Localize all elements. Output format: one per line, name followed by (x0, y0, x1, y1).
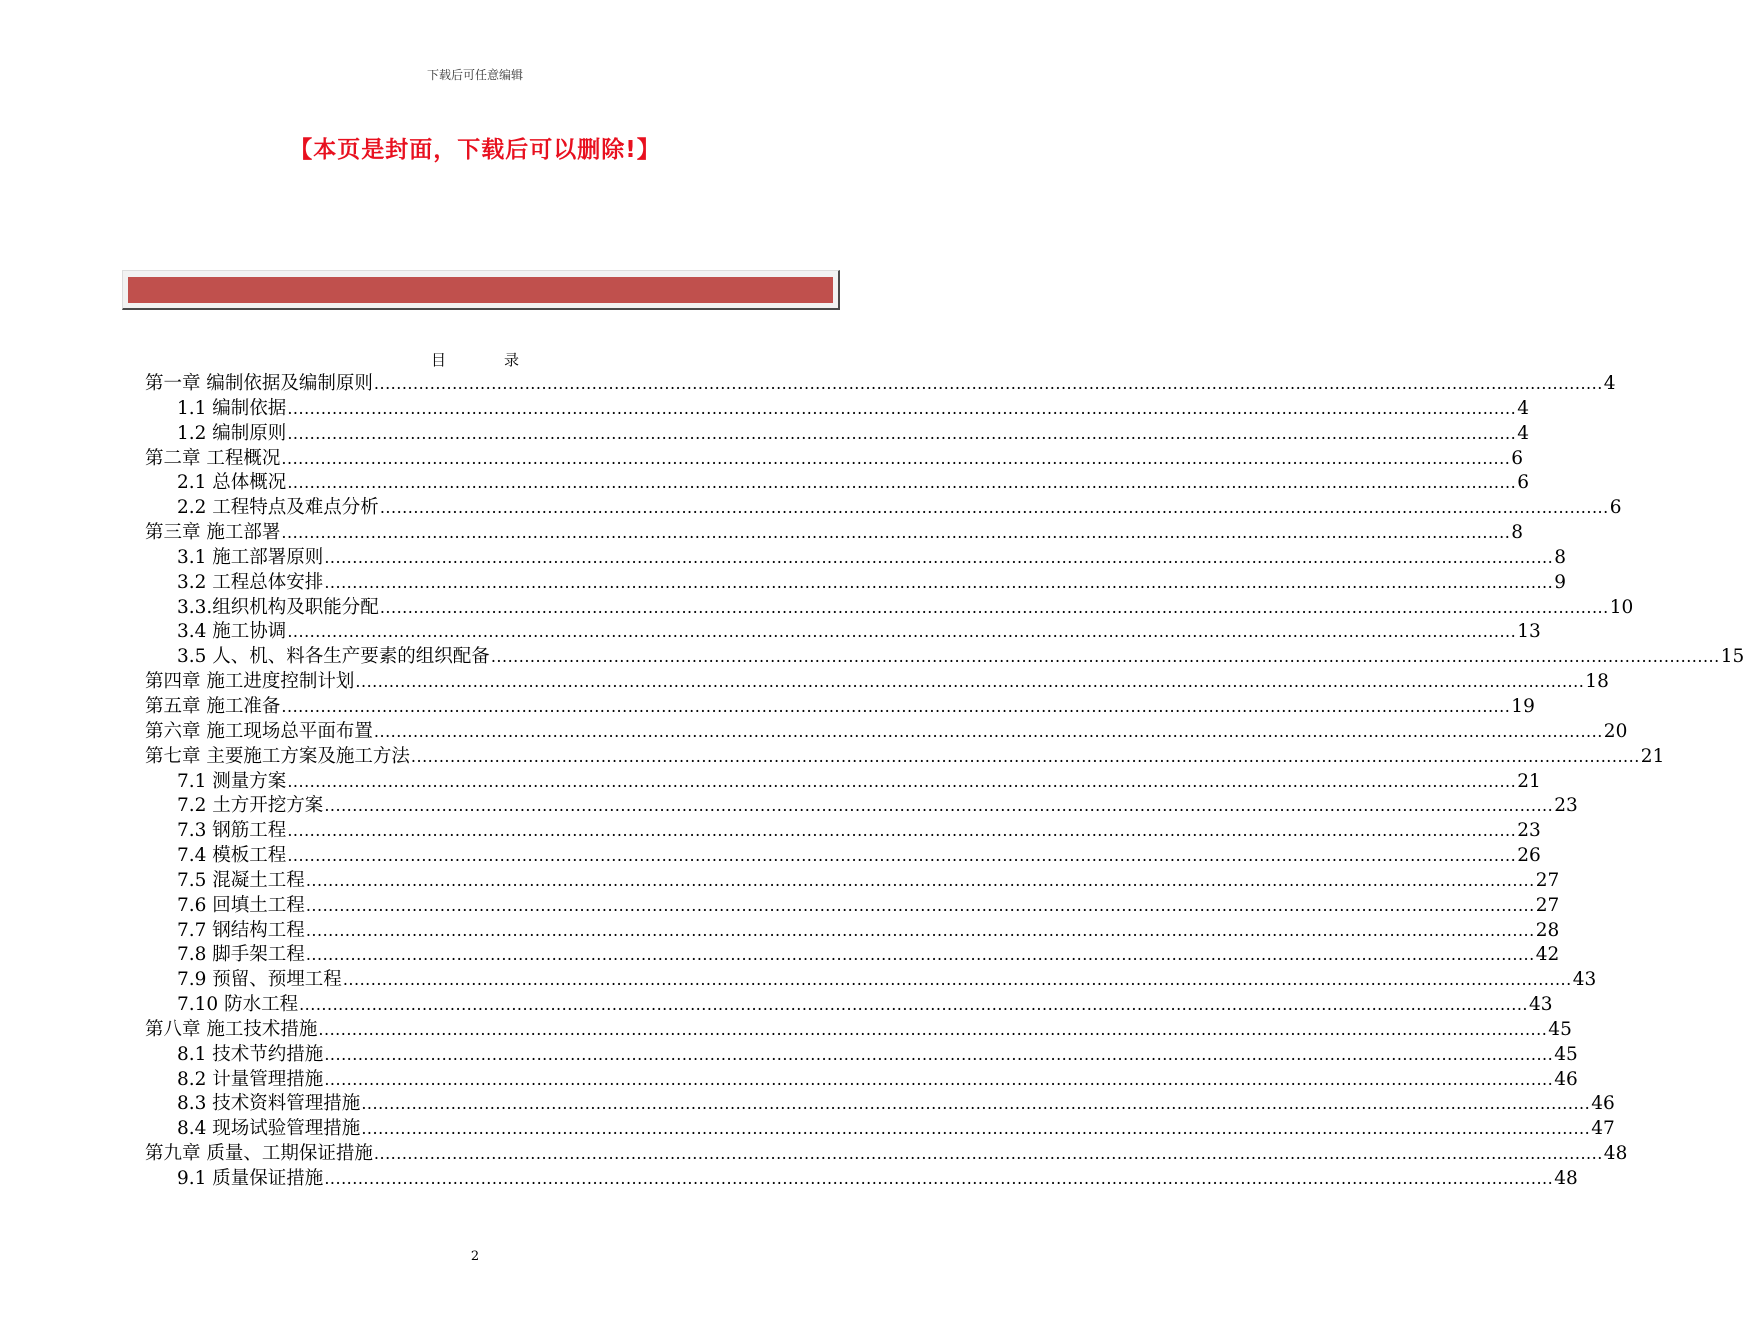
toc-dot-leader: ............................................................................................................................................................................................................................ (305, 870, 1535, 890)
toc-entry[interactable] (145, 372, 1616, 397)
toc-entry-title: 3.3.组织机构及职能分配 (177, 596, 379, 618)
toc-entry-title: 3.4 施工协调 (177, 621, 287, 643)
toc-entry-page: 4 (1603, 373, 1616, 394)
title-band (128, 277, 833, 303)
toc-entry-title: 7.3 钢筋工程 (177, 820, 287, 842)
page-number: 2 (470, 1249, 480, 1264)
toc-dot-leader: ............................................................................................................................................................................................................................ (361, 1119, 1591, 1139)
toc-entry-page: 6 (1609, 497, 1622, 519)
toc-entry-title: 2.1 总体概况 (177, 472, 287, 494)
toc-entry-page: 18 (1585, 671, 1609, 693)
toc-dot-leader: ............................................................................................................................................................................................................................ (299, 995, 1528, 1015)
toc-dot-leader: ............................................................................................................................................................................................................................ (305, 895, 1535, 915)
toc-entry[interactable] (145, 670, 1609, 695)
toc-entry-page: 8 (1511, 522, 1524, 544)
toc-entry[interactable] (145, 844, 1541, 869)
toc-entry-title: 第七章 主要施工方案及施工方法 (145, 745, 410, 767)
toc-entry[interactable] (145, 770, 1541, 795)
toc-entry-page: 19 (1511, 695, 1535, 717)
toc-dot-leader: ............................................................................................................................................................................................................................ (373, 721, 1603, 741)
toc-dot-leader: ............................................................................................................................................................................................................................ (281, 448, 1511, 468)
toc-entry-title: 第三章 施工部署 (145, 522, 281, 544)
toc-entry-page: 6 (1517, 472, 1529, 494)
toc-entry-title: 3.5 人、机、料各生产要素的组织配备 (177, 646, 490, 668)
toc-entry[interactable] (145, 894, 1560, 919)
toc-entry[interactable] (145, 397, 1529, 422)
toc-dot-leader: ............................................................................................................................................................................................................................ (281, 523, 1511, 543)
header-note: 下载后可任意编辑 (426, 68, 523, 82)
toc-entry[interactable] (145, 496, 1622, 521)
toc-entry[interactable] (145, 447, 1524, 472)
toc-entry-title: 1.2 编制原则 (177, 422, 287, 444)
toc-entry[interactable] (145, 571, 1566, 596)
toc-entry-title: 第六章 施工现场总平面布置 (145, 720, 373, 742)
toc-entry-title: 7.10 防水工程 (177, 994, 299, 1016)
toc-entry[interactable] (145, 943, 1560, 968)
toc-dot-leader: ............................................................................................................................................................................................................................ (355, 672, 1585, 692)
toc-dot-leader: ............................................................................................................................................................................................................................ (324, 1169, 1554, 1188)
toc-entry-title: 第一章 编制依据及编制原则 (145, 373, 373, 394)
toc-dot-leader: ............................................................................................................................................................................................................................ (361, 1094, 1591, 1114)
toc-entry-title: 7.5 混凝土工程 (177, 869, 305, 891)
toc-entry[interactable] (145, 1068, 1578, 1093)
toc-dot-leader: ............................................................................................................................................................................................................................ (287, 846, 1517, 866)
toc-dot-leader: ............................................................................................................................................................................................................................ (287, 821, 1517, 841)
toc-entry-page: 23 (1517, 820, 1541, 842)
toc-entry[interactable] (145, 471, 1529, 496)
toc-entry-title: 3.2 工程总体安排 (177, 571, 324, 593)
toc-dot-leader: ............................................................................................................................................................................................................................ (373, 1144, 1603, 1164)
toc-dot-leader: ............................................................................................................................................................................................................................ (305, 945, 1535, 965)
toc-dot-leader: ............................................................................................................................................................................................................................ (324, 572, 1554, 592)
toc-entry[interactable] (145, 695, 1535, 720)
toc-dot-leader: ............................................................................................................................................................................................................................ (318, 1019, 1548, 1039)
toc-entry[interactable] (145, 919, 1560, 944)
toc-entry-page: 46 (1591, 1093, 1615, 1115)
toc-entry-title: 第四章 施工进度控制计划 (145, 671, 355, 693)
toc-entry[interactable] (145, 620, 1541, 645)
toc-entry[interactable] (145, 1142, 1628, 1167)
toc-entry-page: 48 (1603, 1143, 1628, 1165)
toc-entry[interactable] (145, 521, 1524, 546)
toc-entry[interactable] (145, 1092, 1615, 1117)
toc-dot-leader: ............................................................................................................................................................................................................................ (287, 771, 1517, 791)
toc-entry[interactable] (145, 1018, 1572, 1043)
toc-dot-leader: ............................................................................................................................................................................................................................ (281, 696, 1511, 716)
toc-dot-leader: ............................................................................................................................................................................................................................ (342, 970, 1572, 990)
toc-entry-page: 21 (1517, 770, 1541, 792)
toc-heading-left: 目 (430, 351, 446, 369)
toc-entry-page: 45 (1554, 1043, 1578, 1065)
toc-entry-title: 8.2 计量管理措施 (177, 1068, 324, 1090)
toc-entry-page: 4 (1517, 422, 1529, 444)
toc-dot-leader: ............................................................................................................................................................................................................................ (379, 498, 1609, 518)
toc-entry-page: 4 (1517, 397, 1529, 419)
toc-entry-page: 42 (1535, 944, 1560, 966)
toc-entry-title: 7.9 预留、预埋工程 (177, 969, 342, 991)
toc-entry-title: 第五章 施工准备 (145, 695, 281, 717)
toc-entry-page: 28 (1535, 919, 1560, 941)
toc-dot-leader: ............................................................................................................................................................................................................................ (287, 622, 1517, 642)
toc-dot-leader: ............................................................................................................................................................................................................................ (287, 423, 1517, 443)
toc-entry-page: 47 (1591, 1118, 1615, 1140)
toc-entry-title: 第九章 质量、工期保证措施 (145, 1143, 373, 1165)
toc-entry-title: 8.1 技术节约措施 (177, 1043, 324, 1065)
table-of-contents (145, 372, 1744, 1192)
toc-entry-title: 8.4 现场试验管理措施 (177, 1118, 361, 1140)
toc-entry-page: 27 (1535, 869, 1560, 891)
toc-entry[interactable] (145, 968, 1597, 993)
toc-entry-title: 7.2 土方开挖方案 (177, 795, 324, 817)
toc-entry[interactable] (145, 546, 1566, 571)
toc-entry[interactable] (145, 745, 1665, 770)
toc-entry-title: 2.2 工程特点及难点分析 (177, 497, 379, 519)
toc-entry-title: 8.3 技术资料管理措施 (177, 1093, 361, 1115)
toc-entry[interactable] (145, 422, 1529, 447)
toc-entry-title: 7.7 钢结构工程 (177, 919, 305, 941)
toc-entry-page: 45 (1548, 1018, 1572, 1040)
toc-entry[interactable] (145, 794, 1578, 819)
toc-entry-title: 3.1 施工部署原则 (177, 546, 324, 568)
toc-entry[interactable] (145, 596, 1634, 621)
toc-heading (0, 349, 950, 370)
toc-entry-page: 6 (1511, 447, 1524, 469)
toc-entry[interactable] (145, 1117, 1615, 1142)
toc-entry[interactable] (145, 869, 1560, 894)
toc-heading-right: 录 (504, 351, 520, 369)
toc-entry-page: 10 (1609, 596, 1634, 618)
toc-entry-page: 27 (1535, 894, 1560, 916)
toc-entry-page: 43 (1572, 969, 1597, 991)
toc-entry-page: 8 (1554, 546, 1566, 568)
toc-entry-title: 7.1 测量方案 (177, 770, 287, 792)
toc-entry[interactable] (145, 1167, 1578, 1192)
toc-entry-page: 26 (1517, 845, 1541, 867)
toc-dot-leader: ............................................................................................................................................................................................................................ (324, 1069, 1554, 1089)
toc-entry-title: 9.1 质量保证措施 (177, 1168, 324, 1189)
toc-dot-leader: ............................................................................................................................................................................................................................ (324, 547, 1554, 567)
toc-entry-page: 15 (1720, 646, 1744, 668)
toc-entry-title: 第八章 施工技术措施 (145, 1018, 318, 1040)
toc-entry-page: 13 (1517, 621, 1541, 643)
title-band-frame (122, 270, 840, 310)
toc-entry-title: 7.8 脚手架工程 (177, 944, 305, 966)
toc-entry-title: 第二章 工程概况 (145, 447, 281, 469)
toc-entry[interactable] (145, 1043, 1578, 1068)
toc-entry-page: 9 (1554, 571, 1566, 593)
toc-entry-page: 20 (1603, 720, 1628, 742)
toc-entry[interactable] (145, 819, 1541, 844)
toc-dot-leader: ............................................................................................................................................................................................................................ (379, 597, 1609, 617)
toc-entry-page: 21 (1640, 745, 1665, 767)
toc-entry-page: 48 (1554, 1168, 1578, 1189)
toc-entry-title: 7.6 回填土工程 (177, 894, 305, 916)
toc-dot-leader: ............................................................................................................................................................................................................................ (324, 1044, 1554, 1064)
toc-entry-page: 46 (1554, 1068, 1578, 1090)
toc-entry-title: 1.1 编制依据 (177, 397, 287, 419)
toc-dot-leader: ............................................................................................................................................................................................................................ (287, 473, 1517, 493)
toc-entry-title: 7.4 模板工程 (177, 845, 287, 867)
toc-dot-leader: ............................................................................................................................................................................................................................ (324, 796, 1554, 816)
toc-entry[interactable] (145, 993, 1553, 1018)
toc-entry[interactable] (145, 720, 1628, 745)
cover-notice: 【本页是封面，下载后可以删除!】 (289, 137, 661, 163)
toc-dot-leader: ............................................................................................................................................................................................................................ (305, 920, 1535, 940)
toc-dot-leader: ............................................................................................................................................................................................................................ (287, 398, 1517, 418)
toc-dot-leader: ............................................................................................................................................................................................................................ (373, 374, 1603, 393)
toc-entry[interactable] (145, 645, 1744, 670)
toc-entry-page: 23 (1554, 795, 1578, 817)
toc-entry-page: 43 (1528, 994, 1553, 1016)
toc-dot-leader: ............................................................................................................................................................................................................................ (490, 647, 1720, 667)
toc-dot-leader: ............................................................................................................................................................................................................................ (410, 746, 1640, 766)
